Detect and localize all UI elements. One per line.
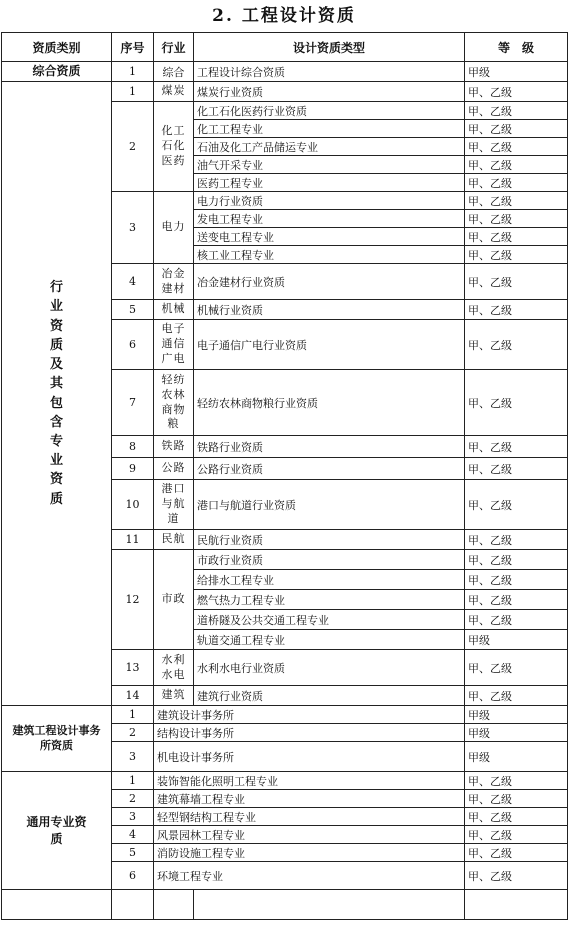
grade-cell: 甲、乙级 bbox=[465, 686, 568, 706]
header-row bbox=[2, 33, 568, 62]
type-cell: 公路行业资质 bbox=[194, 458, 465, 480]
seq-cell: 1 bbox=[112, 62, 154, 82]
type-cell: 建筑设计事务所 bbox=[154, 706, 465, 724]
seq-cell: 8 bbox=[112, 436, 154, 458]
grade-cell: 甲、乙级 bbox=[465, 458, 568, 480]
type-cell: 煤炭行业资质 bbox=[194, 82, 465, 102]
qualification-table bbox=[1, 32, 568, 920]
grade-cell: 甲、乙级 bbox=[465, 530, 568, 550]
industry-cell: 公路 bbox=[154, 458, 194, 480]
type-cell: 机械行业资质 bbox=[194, 300, 465, 320]
industry-category: 行业资质及其包含专业资质 bbox=[2, 82, 112, 706]
grade-cell: 甲、乙级 bbox=[465, 480, 568, 530]
header-industry: 行业 bbox=[154, 33, 194, 62]
seq-cell: 13 bbox=[112, 650, 154, 686]
grade-cell: 甲、乙级 bbox=[465, 772, 568, 790]
type-cell: 工程设计综合资质 bbox=[194, 62, 465, 82]
type-cell: 油气开采专业 bbox=[194, 156, 465, 174]
grade-cell: 甲、乙级 bbox=[465, 370, 568, 436]
table-row bbox=[2, 706, 568, 724]
empty-cell bbox=[465, 890, 568, 920]
industry-cell: 水利水电 bbox=[154, 650, 194, 686]
seq-cell: 3 bbox=[112, 742, 154, 772]
general-category: 通用专业资质 bbox=[2, 772, 112, 890]
industry-cell: 煤炭 bbox=[154, 82, 194, 102]
seq-cell: 1 bbox=[112, 82, 154, 102]
comprehensive-category: 综合资质 bbox=[2, 62, 112, 82]
grade-cell: 甲、乙级 bbox=[465, 156, 568, 174]
type-cell: 环境工程专业 bbox=[154, 862, 465, 890]
header-seq: 序号 bbox=[112, 33, 154, 62]
seq-cell: 14 bbox=[112, 686, 154, 706]
grade-cell: 甲、乙级 bbox=[465, 570, 568, 590]
grade-cell: 甲、乙级 bbox=[465, 808, 568, 826]
type-cell: 核工业工程专业 bbox=[194, 246, 465, 264]
type-cell: 消防设施工程专业 bbox=[154, 844, 465, 862]
grade-cell: 甲、乙级 bbox=[465, 590, 568, 610]
grade-cell: 甲、乙级 bbox=[465, 550, 568, 570]
industry-cell: 电子通信广电 bbox=[154, 320, 194, 370]
grade-cell: 甲级 bbox=[465, 724, 568, 742]
grade-cell: 甲、乙级 bbox=[465, 246, 568, 264]
type-cell: 电子通信广电行业资质 bbox=[194, 320, 465, 370]
type-cell: 港口与航道行业资质 bbox=[194, 480, 465, 530]
seq-cell: 12 bbox=[112, 550, 154, 650]
grade-cell: 甲、乙级 bbox=[465, 192, 568, 210]
type-cell: 发电工程专业 bbox=[194, 210, 465, 228]
grade-cell: 甲、乙级 bbox=[465, 436, 568, 458]
table-body bbox=[2, 62, 568, 920]
grade-cell: 甲级 bbox=[465, 742, 568, 772]
empty-cell bbox=[112, 890, 154, 920]
industry-cell: 化工石化医药 bbox=[154, 102, 194, 192]
grade-cell: 甲、乙级 bbox=[465, 120, 568, 138]
table-row bbox=[2, 772, 568, 790]
empty-cell bbox=[194, 890, 465, 920]
seq-cell: 2 bbox=[112, 102, 154, 192]
grade-cell: 甲级 bbox=[465, 630, 568, 650]
type-cell: 风景园林工程专业 bbox=[154, 826, 465, 844]
seq-cell: 5 bbox=[112, 844, 154, 862]
industry-cell: 铁路 bbox=[154, 436, 194, 458]
type-cell: 结构设计事务所 bbox=[154, 724, 465, 742]
type-cell: 水利水电行业资质 bbox=[194, 650, 465, 686]
industry-cell: 冶金建材 bbox=[154, 264, 194, 300]
seq-cell: 4 bbox=[112, 826, 154, 844]
seq-cell: 7 bbox=[112, 370, 154, 436]
empty-row bbox=[2, 890, 568, 920]
type-cell: 市政行业资质 bbox=[194, 550, 465, 570]
grade-cell: 甲、乙级 bbox=[465, 102, 568, 120]
grade-cell: 甲、乙级 bbox=[465, 862, 568, 890]
type-cell: 道桥隧及公共交通工程专业 bbox=[194, 610, 465, 630]
type-cell: 轻纺农林商物粮行业资质 bbox=[194, 370, 465, 436]
seq-cell: 4 bbox=[112, 264, 154, 300]
industry-cell: 轻纺农林商物粮 bbox=[154, 370, 194, 436]
type-cell: 送变电工程专业 bbox=[194, 228, 465, 246]
table-row bbox=[2, 82, 568, 102]
type-cell: 燃气热力工程专业 bbox=[194, 590, 465, 610]
industry-cell: 民航 bbox=[154, 530, 194, 550]
industry-cell: 市政 bbox=[154, 550, 194, 650]
grade-cell: 甲、乙级 bbox=[465, 264, 568, 300]
document-title: 2. 工程设计资质 bbox=[212, 6, 356, 26]
type-cell: 建筑行业资质 bbox=[194, 686, 465, 706]
grade-cell: 甲、乙级 bbox=[465, 826, 568, 844]
type-cell: 轨道交通工程专业 bbox=[194, 630, 465, 650]
industry-cell: 电力 bbox=[154, 192, 194, 264]
type-cell: 民航行业资质 bbox=[194, 530, 465, 550]
type-cell: 机电设计事务所 bbox=[154, 742, 465, 772]
grade-cell: 甲、乙级 bbox=[465, 844, 568, 862]
header-category: 资质类别 bbox=[2, 33, 112, 62]
table-row bbox=[2, 62, 568, 82]
type-cell: 医药工程专业 bbox=[194, 174, 465, 192]
grade-cell: 甲、乙级 bbox=[465, 174, 568, 192]
header-grade: 等 级 bbox=[465, 33, 568, 62]
seq-cell: 6 bbox=[112, 862, 154, 890]
industry-cell: 港口与航道 bbox=[154, 480, 194, 530]
type-cell: 装饰智能化照明工程专业 bbox=[154, 772, 465, 790]
empty-cell bbox=[154, 890, 194, 920]
grade-cell: 甲、乙级 bbox=[465, 320, 568, 370]
grade-cell: 甲级 bbox=[465, 62, 568, 82]
industry-cell: 建筑 bbox=[154, 686, 194, 706]
grade-cell: 甲、乙级 bbox=[465, 790, 568, 808]
seq-cell: 2 bbox=[112, 790, 154, 808]
grade-cell: 甲、乙级 bbox=[465, 82, 568, 102]
industry-cell: 综合 bbox=[154, 62, 194, 82]
type-cell: 建筑幕墙工程专业 bbox=[154, 790, 465, 808]
type-cell: 化工石化医药行业资质 bbox=[194, 102, 465, 120]
seq-cell: 2 bbox=[112, 724, 154, 742]
empty-cell bbox=[2, 890, 112, 920]
type-cell: 铁路行业资质 bbox=[194, 436, 465, 458]
seq-cell: 5 bbox=[112, 300, 154, 320]
seq-cell: 1 bbox=[112, 706, 154, 724]
firm-category: 建筑工程设计事务所资质 bbox=[2, 706, 112, 772]
seq-cell: 6 bbox=[112, 320, 154, 370]
seq-cell: 3 bbox=[112, 808, 154, 826]
type-cell: 石油及化工产品储运专业 bbox=[194, 138, 465, 156]
grade-cell: 甲、乙级 bbox=[465, 300, 568, 320]
type-cell: 给排水工程专业 bbox=[194, 570, 465, 590]
type-cell: 冶金建材行业资质 bbox=[194, 264, 465, 300]
type-cell: 轻型钢结构工程专业 bbox=[154, 808, 465, 826]
seq-cell: 1 bbox=[112, 772, 154, 790]
type-cell: 电力行业资质 bbox=[194, 192, 465, 210]
header-type: 设计资质类型 bbox=[194, 33, 465, 62]
seq-cell: 9 bbox=[112, 458, 154, 480]
grade-cell: 甲、乙级 bbox=[465, 138, 568, 156]
seq-cell: 10 bbox=[112, 480, 154, 530]
seq-cell: 3 bbox=[112, 192, 154, 264]
grade-cell: 甲、乙级 bbox=[465, 228, 568, 246]
industry-cell: 机械 bbox=[154, 300, 194, 320]
grade-cell: 甲、乙级 bbox=[465, 210, 568, 228]
grade-cell: 甲、乙级 bbox=[465, 650, 568, 686]
grade-cell: 甲、乙级 bbox=[465, 610, 568, 630]
seq-cell: 11 bbox=[112, 530, 154, 550]
grade-cell: 甲级 bbox=[465, 706, 568, 724]
type-cell: 化工工程专业 bbox=[194, 120, 465, 138]
